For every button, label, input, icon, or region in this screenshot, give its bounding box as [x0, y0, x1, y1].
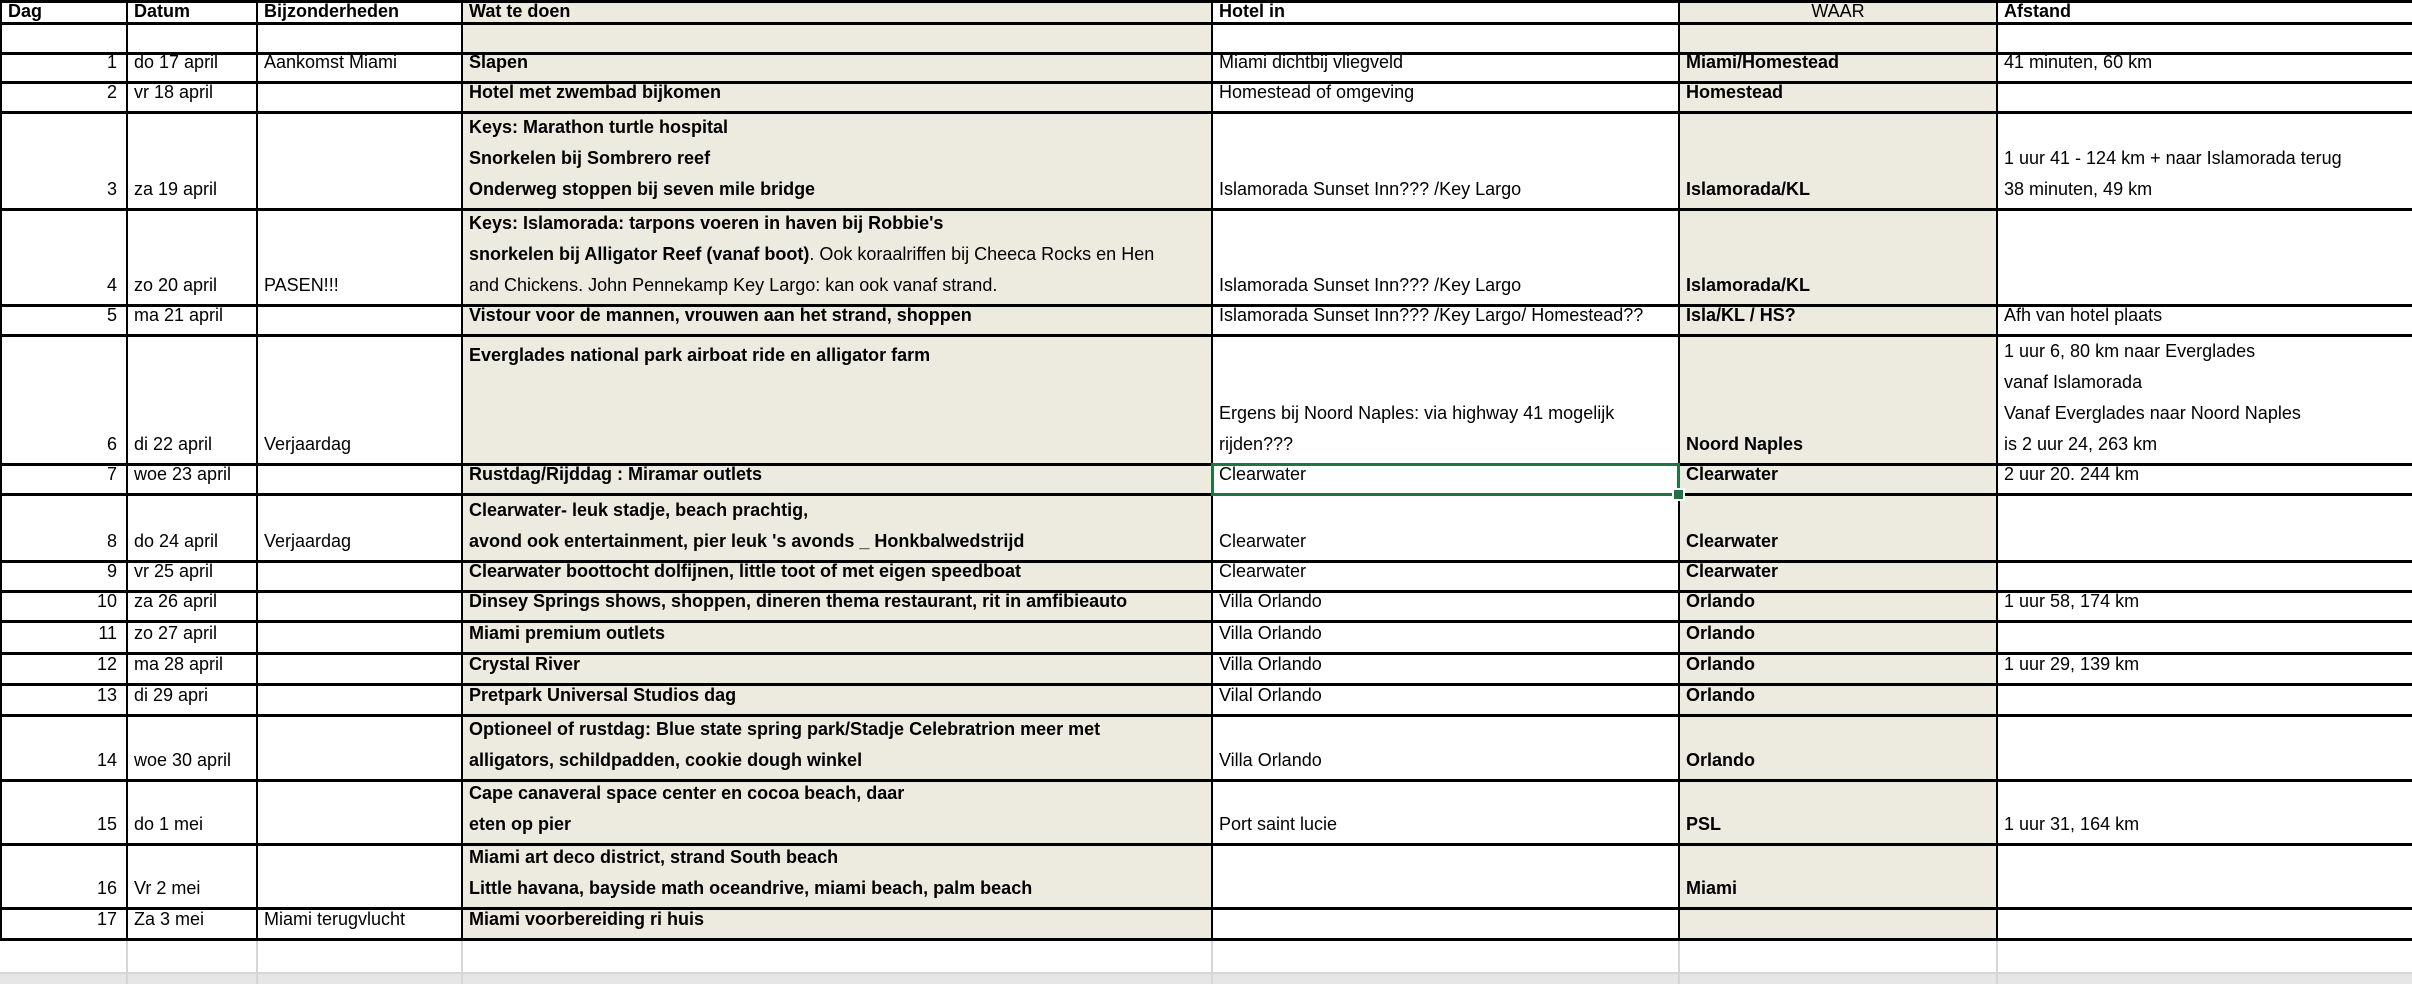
cell-day16-todo[interactable] — [463, 846, 1213, 910]
cell-day11-note[interactable] — [258, 623, 463, 655]
cell-day6-note[interactable] — [258, 337, 463, 466]
cell-day5-day[interactable] — [0, 307, 128, 337]
cell-day17-todo[interactable] — [463, 910, 1213, 941]
cell-text-line: vr 25 april — [134, 561, 214, 581]
cell-text-line: Islamorada/KL — [1686, 179, 1811, 199]
cell-text-line: Vanaf Everglades naar Noord Naples — [2004, 403, 2301, 423]
cell-text-line: Verjaardag — [264, 434, 352, 454]
faint-gridline-vertical — [1996, 941, 1998, 984]
cell-text-line: Villa Orlando — [1219, 654, 1322, 674]
cell-day16-hotel[interactable] — [1213, 846, 1680, 910]
cell-text-line: Miami terugvlucht — [264, 909, 406, 929]
cell-day15-todo[interactable] — [463, 782, 1213, 846]
cell-day2-dist[interactable] — [1998, 84, 2412, 114]
cell-header-note[interactable] — [258, 3, 463, 25]
cell-day16-waar[interactable] — [1680, 846, 1998, 910]
cell-day14-dist[interactable] — [1998, 717, 2412, 782]
cell-header-waar[interactable] — [1680, 3, 1998, 25]
cell-text-line: Villa Orlando — [1219, 750, 1322, 770]
cell-day2-date[interactable] — [128, 84, 258, 114]
cell-text-line: Miami — [1686, 878, 1738, 898]
cell-text-line: woe 23 april — [134, 464, 232, 484]
cell-text-line: Clearwater — [1686, 561, 1779, 581]
cell-text-line: 6 — [106, 434, 117, 454]
cell-text-line: 3 — [106, 179, 117, 199]
cell-text-line: zo 20 april — [134, 275, 218, 295]
cell-header-dist[interactable] — [1998, 3, 2412, 25]
cell-day13-day[interactable] — [0, 686, 128, 717]
cell-day2-hotel[interactable] — [1213, 84, 1680, 114]
cell-day4-date[interactable] — [128, 211, 258, 307]
cell-text-line: Hotel in — [1219, 1, 1285, 21]
cell-text-line: eten op pier — [469, 814, 572, 834]
cell-text-line: 2 — [106, 82, 117, 102]
cell-text-line: 1 uur 41 - 124 km + naar Islamorada terug — [2004, 148, 2342, 168]
cell-text-line: Cape canaveral space center en cocoa beach, daar — [469, 783, 905, 803]
cell-text-line: Islamorada Sunset Inn??? /Key Largo — [1219, 179, 1522, 199]
cell-day5-dist[interactable] — [1998, 307, 2412, 337]
cell-day1-note[interactable] — [258, 52, 463, 84]
cell-text-line: rijden??? — [1219, 434, 1294, 454]
cell-text-line: 17 — [96, 909, 117, 929]
cell-text-line: Orlando — [1686, 623, 1756, 643]
cell-text-line: Clearwater — [1686, 531, 1779, 551]
faint-gridline-vertical — [1211, 941, 1213, 984]
cell-text-line: Miami voorbereiding ri huis — [469, 909, 705, 929]
cell-text-line: PSL — [1686, 814, 1722, 834]
cell-day3-waar[interactable] — [1680, 114, 1998, 211]
cell-text-line: Pretpark Universal Studios dag — [469, 685, 737, 705]
cell-text-line: snorkelen bij Alligator Reef (vanaf boot). Ook koraalriffen bij Cheeca Rocks en Hen — [469, 244, 1155, 264]
cell-text-line: woe 30 april — [134, 750, 232, 770]
cell-text-line: ma 21 april — [134, 305, 224, 325]
cell-day6-todo[interactable] — [463, 337, 1213, 466]
cell-day13-dist[interactable] — [1998, 686, 2412, 717]
cell-text-line: Islamorada/KL — [1686, 275, 1811, 295]
cell-text-line: do 1 mei — [134, 814, 204, 834]
cell-day7-todo[interactable] — [463, 466, 1213, 496]
cell-text-line: Everglades national park airboat ride en alligator farm — [469, 345, 931, 365]
cell-day17-dist[interactable] — [1998, 910, 2412, 941]
cell-day4-todo[interactable] — [463, 211, 1213, 307]
cell-day2-waar[interactable] — [1680, 84, 1998, 114]
cell-day3-note[interactable] — [258, 114, 463, 211]
cell-day4-dist[interactable] — [1998, 211, 2412, 307]
cell-text-line: Villa Orlando — [1219, 591, 1322, 611]
cell-header-hotel[interactable] — [1213, 3, 1680, 25]
empty-grid-area[interactable] — [0, 941, 2412, 984]
cell-day2-note[interactable] — [258, 84, 463, 114]
cell-text-line: Dag — [8, 1, 43, 21]
cell-text-line: Afh van hotel plaats — [2004, 305, 2163, 325]
cell-text-line: Bijzonderheden — [264, 1, 400, 21]
cell-day3-date[interactable] — [128, 114, 258, 211]
cell-day4-day[interactable] — [0, 211, 128, 307]
cell-day7-day[interactable] — [0, 466, 128, 496]
cell-text-line: Vilal Orlando — [1219, 685, 1322, 705]
cell-text-line: Miami/Homestead — [1686, 52, 1840, 72]
cell-text-line: Rustdag/Rijddag : Miramar outlets — [469, 464, 763, 484]
cell-day13-todo[interactable] — [463, 686, 1213, 717]
cell-day12-dist[interactable] — [1998, 655, 2412, 686]
cell-text-line: Slapen — [469, 52, 529, 72]
cell-text-line: Orlando — [1686, 685, 1756, 705]
cell-day5-date[interactable] — [128, 307, 258, 337]
cell-text-line: Hotel met zwembad bijkomen — [469, 82, 722, 102]
cell-text-line: alligators, schildpadden, cookie dough winkel — [469, 750, 863, 770]
cell-text-line: Miami art deco district, strand South beach — [469, 847, 839, 867]
cell-day16-dist[interactable] — [1998, 846, 2412, 910]
cell-text-line: Clearwater — [1219, 561, 1307, 581]
cell-text-line: 41 minuten, 60 km — [2004, 52, 2153, 72]
cell-text-line: Clearwater — [1686, 464, 1779, 484]
cell-text-line: Port saint lucie — [1219, 814, 1338, 834]
cell-text-line: 1 — [106, 52, 117, 72]
cell-text-line: Homestead of omgeving — [1219, 82, 1415, 102]
cell-day6-day[interactable] — [0, 337, 128, 466]
cell-day2-todo[interactable] — [463, 84, 1213, 114]
cell-day7-note[interactable] — [258, 466, 463, 496]
cell-day8-waar[interactable] — [1680, 496, 1998, 563]
cell-text-line: Crystal River — [469, 654, 581, 674]
cell-day15-note[interactable] — [258, 782, 463, 846]
cell-day7-date[interactable] — [128, 466, 258, 496]
cell-text-line: Villa Orlando — [1219, 623, 1322, 643]
faint-gridline-vertical — [461, 941, 463, 984]
cell-text-line: 1 uur 58, 174 km — [2004, 591, 2140, 611]
cell-text-line: Snorkelen bij Sombrero reef — [469, 148, 711, 168]
cell-text-line: zo 27 april — [134, 623, 218, 643]
cell-text-line: Islamorada Sunset Inn??? /Key Largo/ Homestead?? — [1219, 305, 1644, 325]
cell-day5-waar[interactable] — [1680, 307, 1998, 337]
cell-day8-note[interactable] — [258, 496, 463, 563]
cell-text-line: Clearwater boottocht dolfijnen, little toot of met eigen speedboat — [469, 561, 1022, 581]
cell-day10-note[interactable] — [258, 593, 463, 623]
cell-text-line: 1 uur 31, 164 km — [2004, 814, 2140, 834]
cell-text-line: avond ook entertainment, pier leuk 's avonds _ Honkbalwedstrijd — [469, 531, 1025, 551]
cell-day6-dist[interactable] — [1998, 337, 2412, 466]
cell-day6-hotel[interactable] — [1213, 337, 1680, 466]
faint-gridline-vertical — [256, 941, 258, 984]
cell-day8-day[interactable] — [0, 496, 128, 563]
cell-text-line: Keys: Islamorada: tarpons voeren in haven bij Robbie's — [469, 213, 944, 233]
cell-text-line: 9 — [106, 561, 117, 581]
cell-day15-dist[interactable] — [1998, 782, 2412, 846]
cell-day4-hotel[interactable] — [1213, 211, 1680, 307]
cell-text-line: Orlando — [1686, 654, 1756, 674]
cell-text-line: Ergens bij Noord Naples: via highway 41 mogelijk — [1219, 403, 1615, 423]
cell-day8-todo[interactable] — [463, 496, 1213, 563]
cell-text-line: 38 minuten, 49 km — [2004, 179, 2153, 199]
cell-day7-waar[interactable] — [1680, 466, 1998, 496]
cell-day15-day[interactable] — [0, 782, 128, 846]
cell-day13-waar[interactable] — [1680, 686, 1998, 717]
cell-day17-date[interactable] — [128, 910, 258, 941]
cell-text-line: 11 — [98, 623, 117, 643]
cell-day14-todo[interactable] — [463, 717, 1213, 782]
cell-text-line: di 22 april — [134, 434, 213, 454]
cell-header-date[interactable] — [128, 3, 258, 25]
cell-text-line: 13 — [96, 685, 117, 705]
cell-text-line: vr 18 april — [134, 82, 214, 102]
bottom-gray-strip — [0, 974, 2412, 984]
cell-text-line: 8 — [106, 531, 117, 551]
cell-day5-hotel[interactable] — [1213, 307, 1680, 337]
cell-text-line: 14 — [96, 750, 117, 770]
cell-day17-hotel[interactable] — [1213, 910, 1680, 941]
cell-text-line: di 29 apri — [134, 685, 209, 705]
cell-day15-hotel[interactable] — [1213, 782, 1680, 846]
cell-day8-hotel[interactable] — [1213, 496, 1680, 563]
cell-day3-day[interactable] — [0, 114, 128, 211]
cell-day6-date[interactable] — [128, 337, 258, 466]
cell-text-line: Keys: Marathon turtle hospital — [469, 117, 729, 137]
cell-text-line: 10 — [96, 591, 117, 611]
cell-day4-note[interactable] — [258, 211, 463, 307]
cell-day6-waar[interactable] — [1680, 337, 1998, 466]
cell-text-line: Aankomst Miami — [264, 52, 398, 72]
cell-text-line: Miami dichtbij vliegveld — [1219, 52, 1404, 72]
cell-text-line: 16 — [96, 878, 117, 898]
cell-day13-hotel[interactable] — [1213, 686, 1680, 717]
cell-day14-day[interactable] — [0, 717, 128, 782]
cell-day8-dist[interactable] — [1998, 496, 2412, 563]
cell-text-line: vanaf Islamorada — [2004, 372, 2143, 392]
cell-text-line: Islamorada Sunset Inn??? /Key Largo — [1219, 275, 1522, 295]
cell-text-line: Orlando — [1686, 591, 1756, 611]
cell-day14-hotel[interactable] — [1213, 717, 1680, 782]
cell-text-line: 2 uur 20. 244 km — [2004, 464, 2140, 484]
cell-day1-dist[interactable] — [1998, 52, 2412, 84]
cell-text-line: Clearwater — [1219, 464, 1307, 484]
cell-day3-dist[interactable] — [1998, 114, 2412, 211]
cell-text-line: Miami premium outlets — [469, 623, 666, 643]
cell-text-line: 1 uur 6, 80 km naar Everglades — [2004, 341, 2256, 361]
cell-day16-date[interactable] — [128, 846, 258, 910]
cell-day2-day[interactable] — [0, 84, 128, 114]
cell-day12-note[interactable] — [258, 655, 463, 686]
cell-text-line: 5 — [106, 305, 117, 325]
cell-day7-hotel[interactable] — [1213, 466, 1680, 496]
cell-text-line: Onderweg stoppen bij seven mile bridge — [469, 179, 816, 199]
cell-header-todo[interactable] — [463, 3, 1213, 25]
cell-day8-date[interactable] — [128, 496, 258, 563]
cell-day14-waar[interactable] — [1680, 717, 1998, 782]
cell-day3-todo[interactable] — [463, 114, 1213, 211]
cell-text-line: 15 — [96, 814, 117, 834]
cell-day13-note[interactable] — [258, 686, 463, 717]
cell-text-line: Orlando — [1686, 750, 1756, 770]
cell-day4-waar[interactable] — [1680, 211, 1998, 307]
cell-text-line: Dinsey Springs shows, shoppen, dineren thema restaurant, rit in amfibieauto — [469, 591, 1128, 611]
cell-text-line: Datum — [134, 1, 191, 21]
cell-day5-note[interactable] — [258, 307, 463, 337]
faint-gridline-vertical — [1678, 941, 1680, 984]
cell-text-line: Noord Naples — [1686, 434, 1804, 454]
cell-day15-waar[interactable] — [1680, 782, 1998, 846]
cell-text-line: Homestead — [1686, 82, 1784, 102]
cell-text-line: Optioneel of rustdag: Blue state spring park/Stadje Celebratrion meer met — [469, 719, 1101, 739]
cell-text-line: Vr 2 mei — [134, 878, 201, 898]
cell-day10-dist[interactable] — [1998, 593, 2412, 623]
cell-day15-date[interactable] — [128, 782, 258, 846]
cell-day17-note[interactable] — [258, 910, 463, 941]
cell-day14-date[interactable] — [128, 717, 258, 782]
cell-day5-todo[interactable] — [463, 307, 1213, 337]
cell-day17-waar[interactable] — [1680, 910, 1998, 941]
cell-text-line: Clearwater — [1219, 531, 1307, 551]
cell-text-line: Afstand — [2004, 1, 2071, 21]
cell-text-line: ma 28 april — [134, 654, 224, 674]
cell-text-line: 1 uur 29, 139 km — [2004, 654, 2140, 674]
cell-day16-day[interactable] — [0, 846, 128, 910]
cell-header-day[interactable] — [0, 3, 128, 25]
cell-day17-day[interactable] — [0, 910, 128, 941]
cell-text-line: do 24 april — [134, 531, 219, 551]
cell-text-line: za 19 april — [134, 179, 218, 199]
cell-text-line: Clearwater- leuk stadje, beach prachtig, — [469, 500, 809, 520]
cell-text-line: Isla/KL / HS? — [1686, 305, 1796, 325]
cell-text-line: and Chickens. John Pennekamp Key Largo: kan ook vanaf strand. — [469, 275, 998, 295]
cell-text-line: Verjaardag — [264, 531, 352, 551]
cell-text-line: Vistour voor de mannen, vrouwen aan het strand, shoppen — [469, 305, 972, 325]
cell-text-line: do 17 april — [134, 52, 219, 72]
cell-text-line: Za 3 mei — [134, 909, 205, 929]
cell-day3-hotel[interactable] — [1213, 114, 1680, 211]
faint-gridline-vertical — [126, 941, 128, 984]
cell-text-line: 4 — [106, 275, 117, 295]
cell-day7-dist[interactable] — [1998, 466, 2412, 496]
cell-text-line: 12 — [96, 654, 117, 674]
cell-text-line: 7 — [106, 464, 117, 484]
cell-text-line: PASEN!!! — [264, 275, 339, 295]
cell-text-line: is 2 uur 24, 263 km — [2004, 434, 2158, 454]
cell-day9-note[interactable] — [258, 563, 463, 593]
cell-day14-note[interactable] — [258, 717, 463, 782]
cell-text-line: Wat te doen — [469, 1, 571, 21]
cell-day16-note[interactable] — [258, 846, 463, 910]
cell-day13-date[interactable] — [128, 686, 258, 717]
cell-text-line: Little havana, bayside math oceandrive, miami beach, palm beach — [469, 878, 1033, 898]
cell-text-line: WAAR — [1811, 1, 1865, 21]
cell-text-line: za 26 april — [134, 591, 218, 611]
